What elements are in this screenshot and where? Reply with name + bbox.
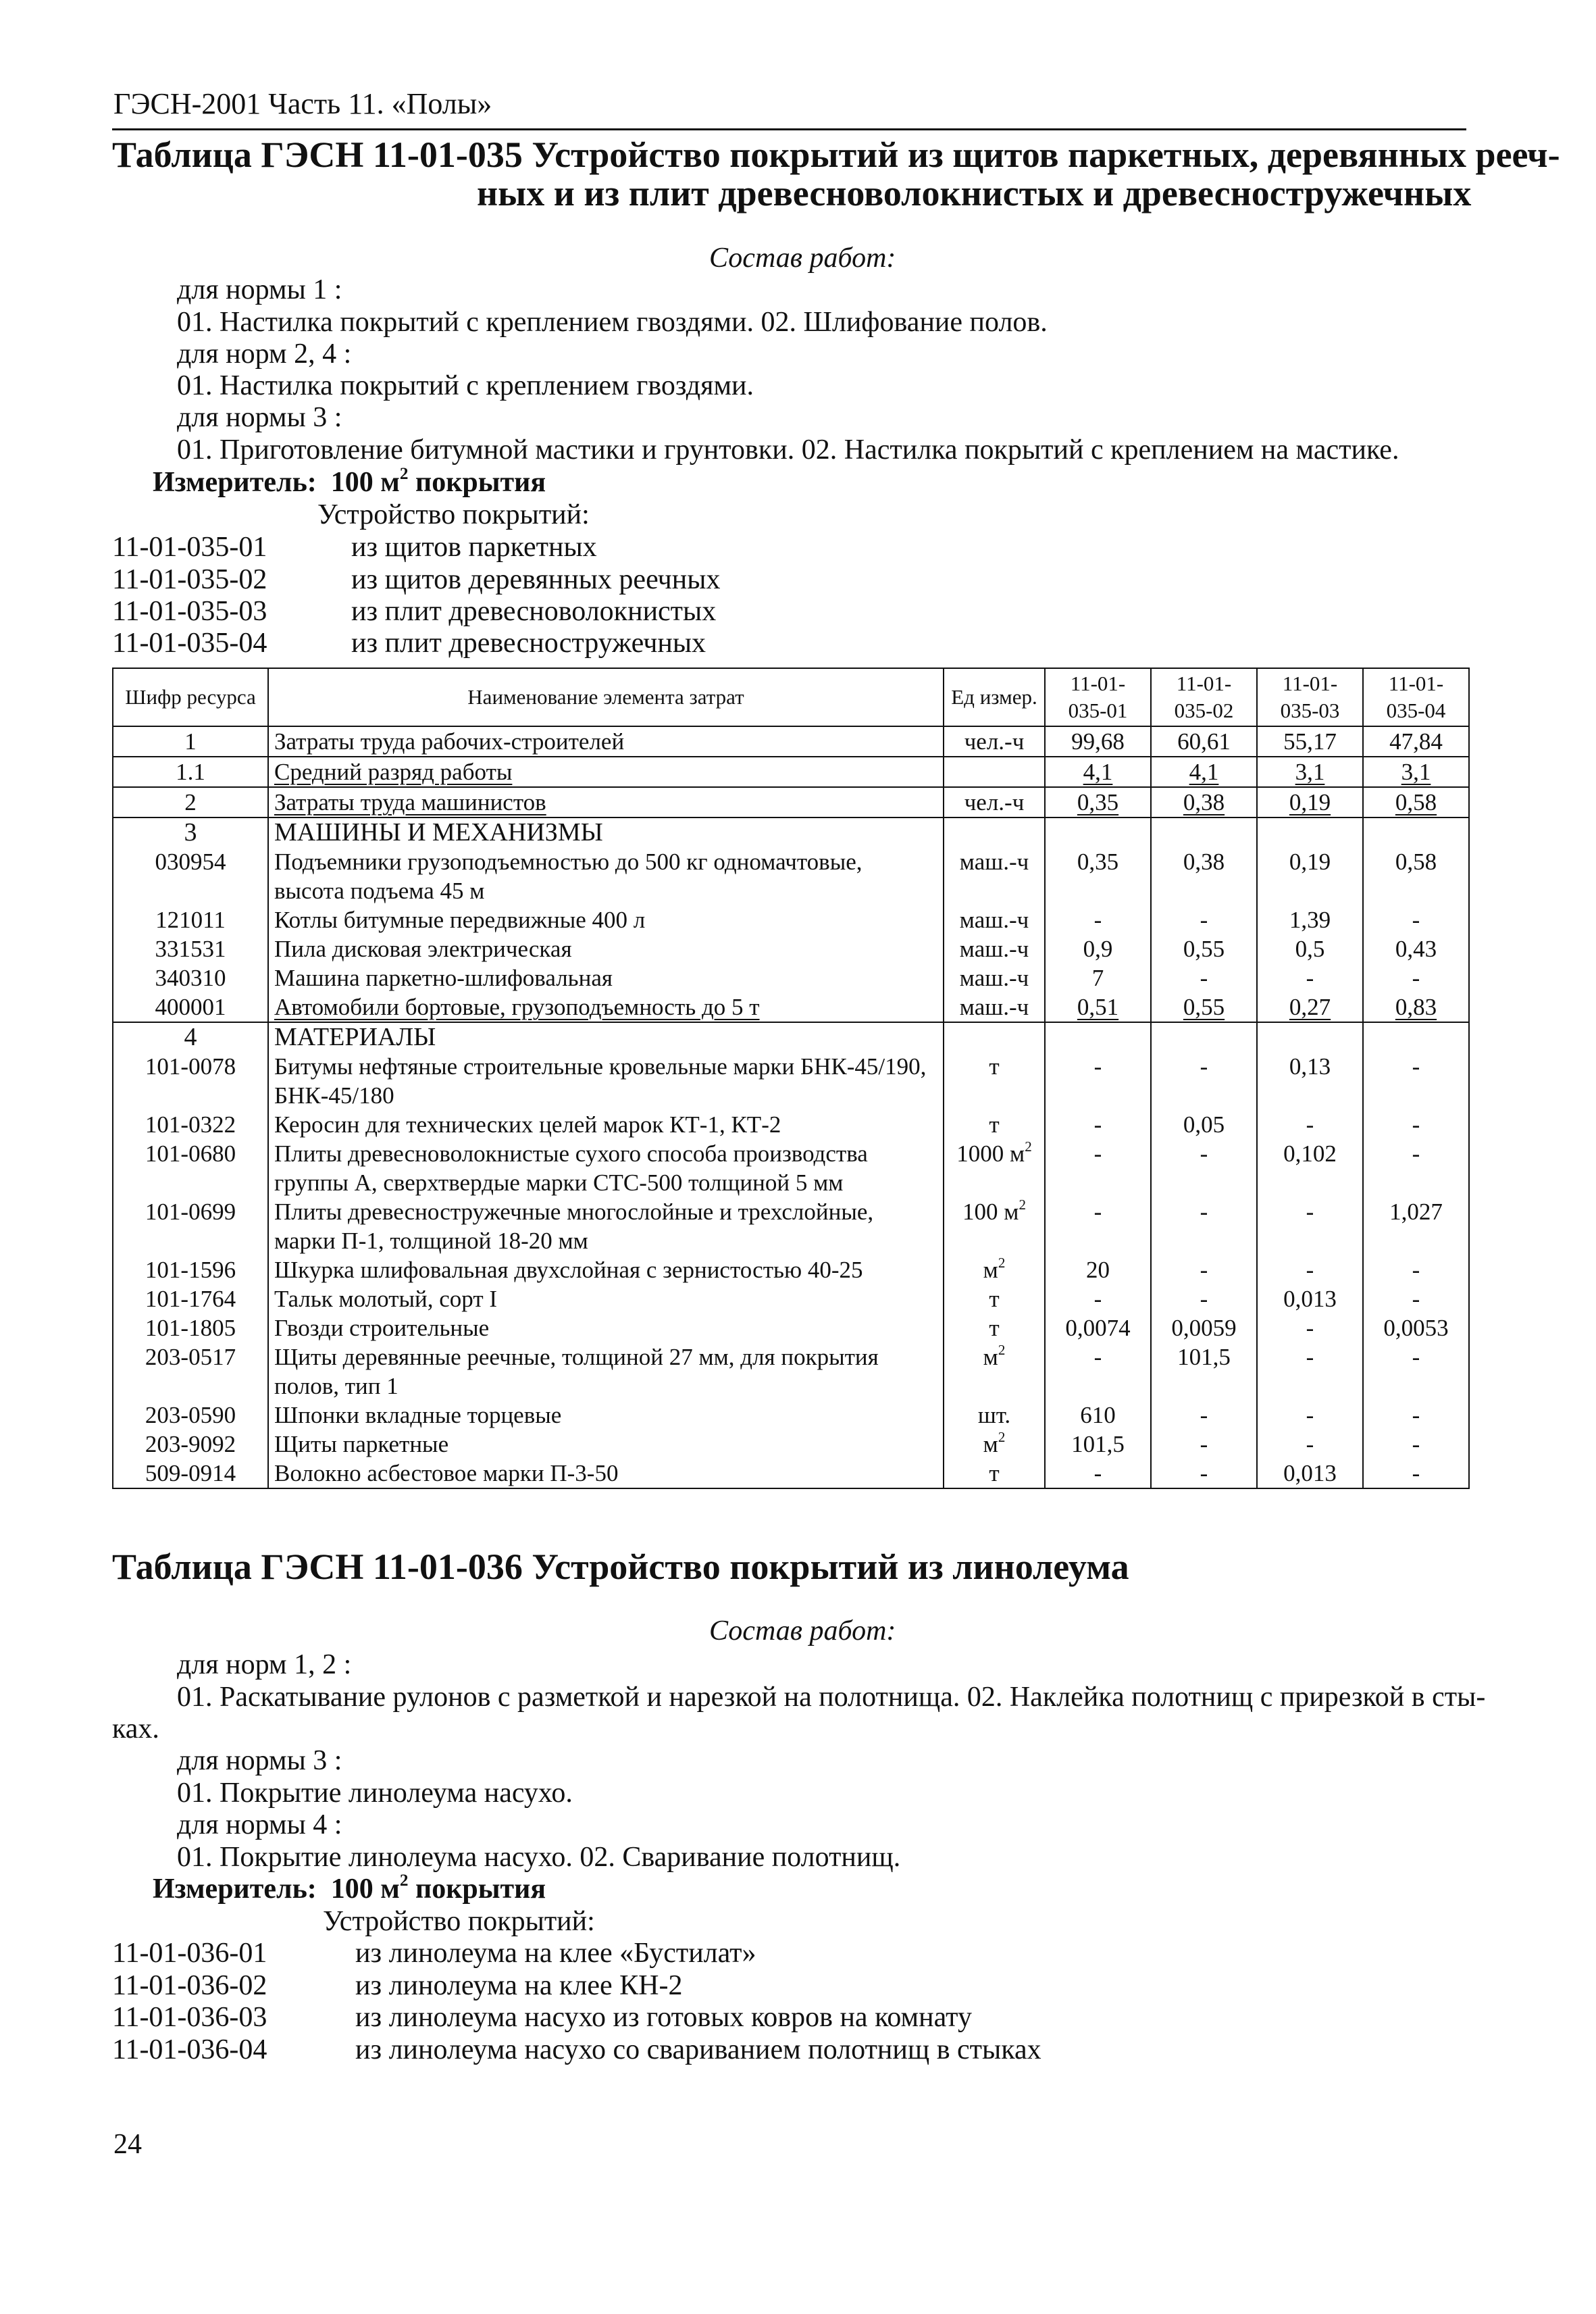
- table-row: [113, 1430, 1469, 1459]
- work-line: ках.: [112, 1713, 159, 1744]
- meter-line: [153, 1873, 546, 1905]
- cell-code: 1: [113, 726, 268, 757]
- header-rule: [112, 128, 1466, 130]
- meter-line: [153, 466, 546, 499]
- cell-name: Битумы нефтяные строительные кровельные марки БНК-45/190, БНК-45/180: [268, 1052, 944, 1110]
- cell-value: 4,1: [1045, 757, 1151, 787]
- cell-value: -: [1045, 1342, 1151, 1401]
- cell-value: 47,84: [1363, 726, 1469, 757]
- cell-unit: [944, 1430, 1045, 1459]
- cell-value: 0,58: [1363, 787, 1469, 818]
- table-35-work-heading: Состав работ:: [709, 243, 896, 274]
- cell-value: [1363, 818, 1469, 847]
- cell-value: 3,1: [1257, 757, 1363, 787]
- work-line: для нормы 1 :: [177, 274, 342, 305]
- cell-value: -: [1257, 1342, 1363, 1401]
- cell-unit: [944, 1022, 1045, 1052]
- cell-value: -: [1363, 1284, 1469, 1313]
- unit-sup: 2: [998, 1255, 1006, 1272]
- cell-value: 7: [1045, 963, 1151, 992]
- unit-text: т: [989, 1286, 1000, 1312]
- meter-sup: 2: [399, 465, 409, 484]
- cell-value: 3,1: [1363, 757, 1469, 787]
- cell-value: -: [1151, 1284, 1257, 1313]
- unit-text: м: [983, 1257, 998, 1283]
- cell-name: Затраты труда рабочих-строителей: [268, 726, 944, 757]
- cell-value: -: [1257, 963, 1363, 992]
- table-row: [113, 1284, 1469, 1313]
- norm-desc: из плит древесностружечных: [351, 628, 706, 659]
- cell-value: 0,5: [1257, 934, 1363, 963]
- cell-value: -: [1363, 905, 1469, 934]
- cell-code: 2: [113, 787, 268, 818]
- cell-value: 0,35: [1045, 847, 1151, 905]
- unit-text: чел.-ч: [964, 728, 1025, 755]
- cell-value: [1045, 818, 1151, 847]
- cell-value: 0,83: [1363, 992, 1469, 1022]
- table-row: [113, 726, 1469, 757]
- cell-value: [1151, 818, 1257, 847]
- cell-unit: [944, 1342, 1045, 1401]
- cell-value: 0,43: [1363, 934, 1469, 963]
- norm-desc: из линолеума на клее КН-2: [355, 1970, 683, 2001]
- table-header-row: [113, 668, 1469, 726]
- cell-value: 60,61: [1151, 726, 1257, 757]
- cell-unit: [944, 1459, 1045, 1488]
- unit-text: т: [989, 1315, 1000, 1341]
- cell-name: Тальк молотый, сорт I: [268, 1284, 944, 1313]
- cell-value: -: [1045, 1052, 1151, 1110]
- cell-value: 0,55: [1151, 934, 1257, 963]
- cell-code: 331531: [113, 934, 268, 963]
- cell-unit: [944, 934, 1045, 963]
- unit-sup: 2: [998, 1430, 1006, 1446]
- cell-value: -: [1363, 1430, 1469, 1459]
- cell-unit: [944, 1401, 1045, 1430]
- cell-value: 0,0053: [1363, 1313, 1469, 1342]
- cell-name: Керосин для технических целей марок КТ-1, КТ-2: [268, 1110, 944, 1139]
- unit-text: т: [989, 1111, 1000, 1138]
- unit-text: шт.: [977, 1402, 1011, 1428]
- cell-unit: [944, 1284, 1045, 1313]
- work-line: 01. Покрытие линолеума насухо. 02. Сваривание полотнищ.: [177, 1842, 901, 1873]
- norm-code: 11-01-036-03: [112, 2002, 267, 2033]
- cell-value: -: [1151, 1197, 1257, 1255]
- header-col-4: 11-01- 035-04: [1363, 668, 1469, 726]
- cell-unit: [944, 1313, 1045, 1342]
- table-35-title-line-1: Таблица ГЭСН 11-01-035 Устройство покрытий из щитов паркетных, деревянных рееч-: [112, 134, 1560, 175]
- cell-code: 340310: [113, 963, 268, 992]
- cell-name: МАТЕРИАЛЫ: [268, 1022, 944, 1052]
- cell-value: 1,39: [1257, 905, 1363, 934]
- cell-unit: [944, 905, 1045, 934]
- table-row: [113, 1401, 1469, 1430]
- work-line: 01. Покрытие линолеума насухо.: [177, 1778, 573, 1809]
- cell-name: Машина паркетно-шлифовальная: [268, 963, 944, 992]
- norm-desc: из линолеума насухо из готовых ковров на комнату: [355, 2002, 972, 2033]
- device-heading: Устройство покрытий:: [317, 499, 590, 530]
- work-line: для нормы 3 :: [177, 1745, 342, 1776]
- cell-value: 0,35: [1045, 787, 1151, 818]
- cell-name: Средний разряд работы: [268, 757, 944, 787]
- header-unit: Ед измер.: [944, 668, 1045, 726]
- cell-name: Подъемники грузоподъемностью до 500 кг одномачтовые, высота подъема 45 м: [268, 847, 944, 905]
- table-body: [113, 726, 1469, 1488]
- unit-text: маш.-ч: [959, 994, 1029, 1020]
- cell-value: 0,58: [1363, 847, 1469, 905]
- cell-name: Автомобили бортовые, грузоподъемность до 5 т: [268, 992, 944, 1022]
- cell-value: 0,19: [1257, 787, 1363, 818]
- cell-value: -: [1363, 1052, 1469, 1110]
- table-35-title-line-2: ных и из плит древесноволокнистых и древесностружечных: [477, 173, 1472, 213]
- cell-value: 0,13: [1257, 1052, 1363, 1110]
- norm-desc: из щитов паркетных: [351, 532, 597, 563]
- cell-value: 4,1: [1151, 757, 1257, 787]
- unit-text: 1000 м: [956, 1140, 1025, 1167]
- cell-value: -: [1363, 1459, 1469, 1488]
- cell-value: 0,05: [1151, 1110, 1257, 1139]
- table-row: [113, 1110, 1469, 1139]
- unit-sup: 2: [998, 1342, 1006, 1359]
- cell-code: 030954: [113, 847, 268, 905]
- cell-code: 1.1: [113, 757, 268, 787]
- norm-desc: из щитов деревянных реечных: [351, 564, 721, 595]
- cell-value: -: [1363, 1342, 1469, 1401]
- device-heading: Устройство покрытий:: [323, 1906, 595, 1937]
- meter-unit: покрытия: [415, 467, 546, 498]
- cell-value: 0,013: [1257, 1459, 1363, 1488]
- table-row: [113, 992, 1469, 1022]
- cell-name: Котлы битумные передвижные 400 л: [268, 905, 944, 934]
- meter-label: Измеритель:: [153, 467, 317, 498]
- cell-unit: [944, 963, 1045, 992]
- unit-text: маш.-ч: [959, 965, 1029, 991]
- meter-value: 100 м: [330, 467, 400, 498]
- cell-value: 0,55: [1151, 992, 1257, 1022]
- cell-value: -: [1151, 963, 1257, 992]
- cell-name: Щиты паркетные: [268, 1430, 944, 1459]
- table-row: [113, 757, 1469, 787]
- cell-name: Шпонки вкладные торцевые: [268, 1401, 944, 1430]
- unit-text: 100 м: [962, 1199, 1019, 1225]
- cell-unit: [944, 1139, 1045, 1197]
- unit-text: маш.-ч: [959, 849, 1029, 875]
- cell-code: 4: [113, 1022, 268, 1052]
- work-line: для норм 1, 2 :: [177, 1649, 352, 1680]
- cell-value: 99,68: [1045, 726, 1151, 757]
- cell-unit: [944, 726, 1045, 757]
- cell-unit: [944, 1197, 1045, 1255]
- work-line: для нормы 3 :: [177, 402, 342, 433]
- header-name: Наименование элемента затрат: [268, 668, 944, 726]
- norm-desc: из линолеума насухо со свариванием полотнищ в стыках: [355, 2034, 1041, 2065]
- work-line: 01. Настилка покрытий с креплением гвоздями.: [177, 370, 754, 401]
- cell-value: -: [1257, 1401, 1363, 1430]
- norm-code: 11-01-035-02: [112, 564, 267, 595]
- cell-value: [1045, 1022, 1151, 1052]
- cell-value: -: [1151, 1139, 1257, 1197]
- table-row: [113, 1052, 1469, 1110]
- page-number: 24: [113, 2129, 142, 2160]
- cell-name: Щиты деревянные реечные, толщиной 27 мм, для покрытия полов, тип 1: [268, 1342, 944, 1401]
- cell-code: 101-0322: [113, 1110, 268, 1139]
- cell-value: 0,27: [1257, 992, 1363, 1022]
- header-col-3: 11-01- 035-03: [1257, 668, 1363, 726]
- cell-value: [1257, 1022, 1363, 1052]
- cell-code: 101-0680: [113, 1139, 268, 1197]
- table-row: [113, 1313, 1469, 1342]
- cell-value: -: [1151, 1430, 1257, 1459]
- cell-code: 509-0914: [113, 1459, 268, 1488]
- cell-code: 203-0517: [113, 1342, 268, 1401]
- cell-value: [1363, 1022, 1469, 1052]
- cell-value: 0,0059: [1151, 1313, 1257, 1342]
- cell-value: 0,013: [1257, 1284, 1363, 1313]
- work-line: 01. Настилка покрытий с креплением гвоздями. 02. Шлифование полов.: [177, 307, 1048, 338]
- cell-value: -: [1257, 1255, 1363, 1284]
- norm-code: 11-01-035-03: [112, 596, 267, 627]
- unit-text: м: [983, 1344, 998, 1370]
- cell-name: Гвозди строительные: [268, 1313, 944, 1342]
- cell-value: -: [1151, 1052, 1257, 1110]
- meter-label: Измеритель:: [153, 1873, 317, 1905]
- cell-value: -: [1363, 1401, 1469, 1430]
- cell-value: -: [1257, 1430, 1363, 1459]
- cell-name: Затраты труда машинистов: [268, 787, 944, 818]
- cell-value: 0,9: [1045, 934, 1151, 963]
- meter-unit: покрытия: [415, 1873, 546, 1905]
- cell-code: 203-9092: [113, 1430, 268, 1459]
- table-36-title: Таблица ГЭСН 11-01-036 Устройство покрытий из линолеума: [112, 1546, 1129, 1587]
- cell-unit: [944, 787, 1045, 818]
- cell-value: 0,19: [1257, 847, 1363, 905]
- table-row: [113, 1459, 1469, 1488]
- cell-name: МАШИНЫ И МЕХАНИЗМЫ: [268, 818, 944, 847]
- cell-unit: [944, 847, 1045, 905]
- norm-code: 11-01-035-01: [112, 532, 267, 563]
- cell-name: Шкурка шлифовальная двухслойная с зернистостью 40-25: [268, 1255, 944, 1284]
- cell-value: -: [1045, 1139, 1151, 1197]
- cell-unit: [944, 1255, 1045, 1284]
- cell-value: -: [1045, 1459, 1151, 1488]
- work-line: для норм 2, 4 :: [177, 338, 352, 370]
- cell-value: [1151, 1022, 1257, 1052]
- cell-unit: [944, 757, 1045, 787]
- cell-value: -: [1151, 1401, 1257, 1430]
- table-row: [113, 1139, 1469, 1197]
- cell-unit: [944, 1110, 1045, 1139]
- norm-desc: из плит древесноволокнистых: [351, 596, 717, 627]
- cell-value: -: [1045, 1197, 1151, 1255]
- cell-value: -: [1363, 963, 1469, 992]
- header-col-2: 11-01- 035-02: [1151, 668, 1257, 726]
- cell-unit: [944, 818, 1045, 847]
- work-line: 01. Раскатывание рулонов с разметкой и нарезкой на полотнища. 02. Наклейка полотнищ с прирезкой в сты-: [177, 1682, 1486, 1713]
- cell-value: 0,102: [1257, 1139, 1363, 1197]
- cell-name: Плиты древесностружечные многослойные и трехслойные, марки П-1, толщиной 18-20 мм: [268, 1197, 944, 1255]
- unit-text: чел.-ч: [964, 789, 1025, 815]
- cell-value: -: [1257, 1313, 1363, 1342]
- unit-sup: 2: [1019, 1197, 1026, 1213]
- cell-value: -: [1045, 1110, 1151, 1139]
- table-section-row: [113, 818, 1469, 847]
- cell-value: -: [1151, 1255, 1257, 1284]
- unit-text: маш.-ч: [959, 936, 1029, 962]
- cell-value: 101,5: [1151, 1342, 1257, 1401]
- cell-value: 0,51: [1045, 992, 1151, 1022]
- table-row: [113, 847, 1469, 905]
- cell-value: 0,38: [1151, 787, 1257, 818]
- unit-text: маш.-ч: [959, 907, 1029, 933]
- cell-code: 101-1596: [113, 1255, 268, 1284]
- cell-code: 203-0590: [113, 1401, 268, 1430]
- header-code: Шифр ресурса: [113, 668, 268, 726]
- cell-code: 121011: [113, 905, 268, 934]
- meter-value: 100 м: [330, 1873, 400, 1905]
- cell-value: -: [1151, 905, 1257, 934]
- norm-code: 11-01-035-04: [112, 628, 267, 659]
- cell-value: 20: [1045, 1255, 1151, 1284]
- norm-code: 11-01-036-01: [112, 1938, 267, 1969]
- cell-value: -: [1045, 1284, 1151, 1313]
- cell-value: 1,027: [1363, 1197, 1469, 1255]
- cell-code: 101-1764: [113, 1284, 268, 1313]
- cell-value: 101,5: [1045, 1430, 1151, 1459]
- norm-desc: из линолеума на клее «Бустилат»: [355, 1938, 756, 1969]
- header-col-1: 11-01- 035-01: [1045, 668, 1151, 726]
- cell-unit: [944, 992, 1045, 1022]
- resource-table: [112, 668, 1470, 1489]
- table-row: [113, 1255, 1469, 1284]
- cell-unit: [944, 1052, 1045, 1110]
- cell-value: 55,17: [1257, 726, 1363, 757]
- work-line: для нормы 4 :: [177, 1809, 342, 1840]
- unit-text: т: [989, 1460, 1000, 1486]
- table-row: [113, 905, 1469, 934]
- cell-name: Плиты древесноволокнистые сухого способа производства группы А, сверхтвердые марки СТС-500 толщиной 5 мм: [268, 1139, 944, 1197]
- unit-text: т: [989, 1053, 1000, 1080]
- table-section-row: [113, 1022, 1469, 1052]
- cell-value: 0,0074: [1045, 1313, 1151, 1342]
- cell-name: Волокно асбестовое марки П-3-50: [268, 1459, 944, 1488]
- unit-text: м: [983, 1431, 998, 1457]
- meter-sup: 2: [399, 1871, 409, 1890]
- cell-value: -: [1363, 1110, 1469, 1139]
- table-36-work-heading: Состав работ:: [709, 1615, 896, 1646]
- running-header: ГЭСН-2001 Часть 11. «Полы»: [113, 87, 492, 120]
- cell-code: 101-0078: [113, 1052, 268, 1110]
- cell-value: -: [1363, 1255, 1469, 1284]
- table-row: [113, 1342, 1469, 1401]
- cell-value: [1257, 818, 1363, 847]
- table-row: [113, 934, 1469, 963]
- cell-code: 101-1805: [113, 1313, 268, 1342]
- table-row: [113, 1197, 1469, 1255]
- cell-value: 610: [1045, 1401, 1151, 1430]
- cell-value: -: [1045, 905, 1151, 934]
- cell-value: -: [1151, 1459, 1257, 1488]
- norm-code: 11-01-036-04: [112, 2034, 267, 2065]
- table-row: [113, 963, 1469, 992]
- cell-code: 400001: [113, 992, 268, 1022]
- norm-code: 11-01-036-02: [112, 1970, 267, 2001]
- cell-value: -: [1257, 1197, 1363, 1255]
- cell-value: 0,38: [1151, 847, 1257, 905]
- cell-code: 3: [113, 818, 268, 847]
- cell-name: Пила дисковая электрическая: [268, 934, 944, 963]
- cell-value: -: [1363, 1139, 1469, 1197]
- table-row: [113, 787, 1469, 818]
- unit-sup: 2: [1025, 1139, 1032, 1155]
- cell-value: -: [1257, 1110, 1363, 1139]
- work-line: 01. Приготовление битумной мастики и грунтовки. 02. Настилка покрытий с креплением на мастике.: [177, 434, 1399, 466]
- cell-code: 101-0699: [113, 1197, 268, 1255]
